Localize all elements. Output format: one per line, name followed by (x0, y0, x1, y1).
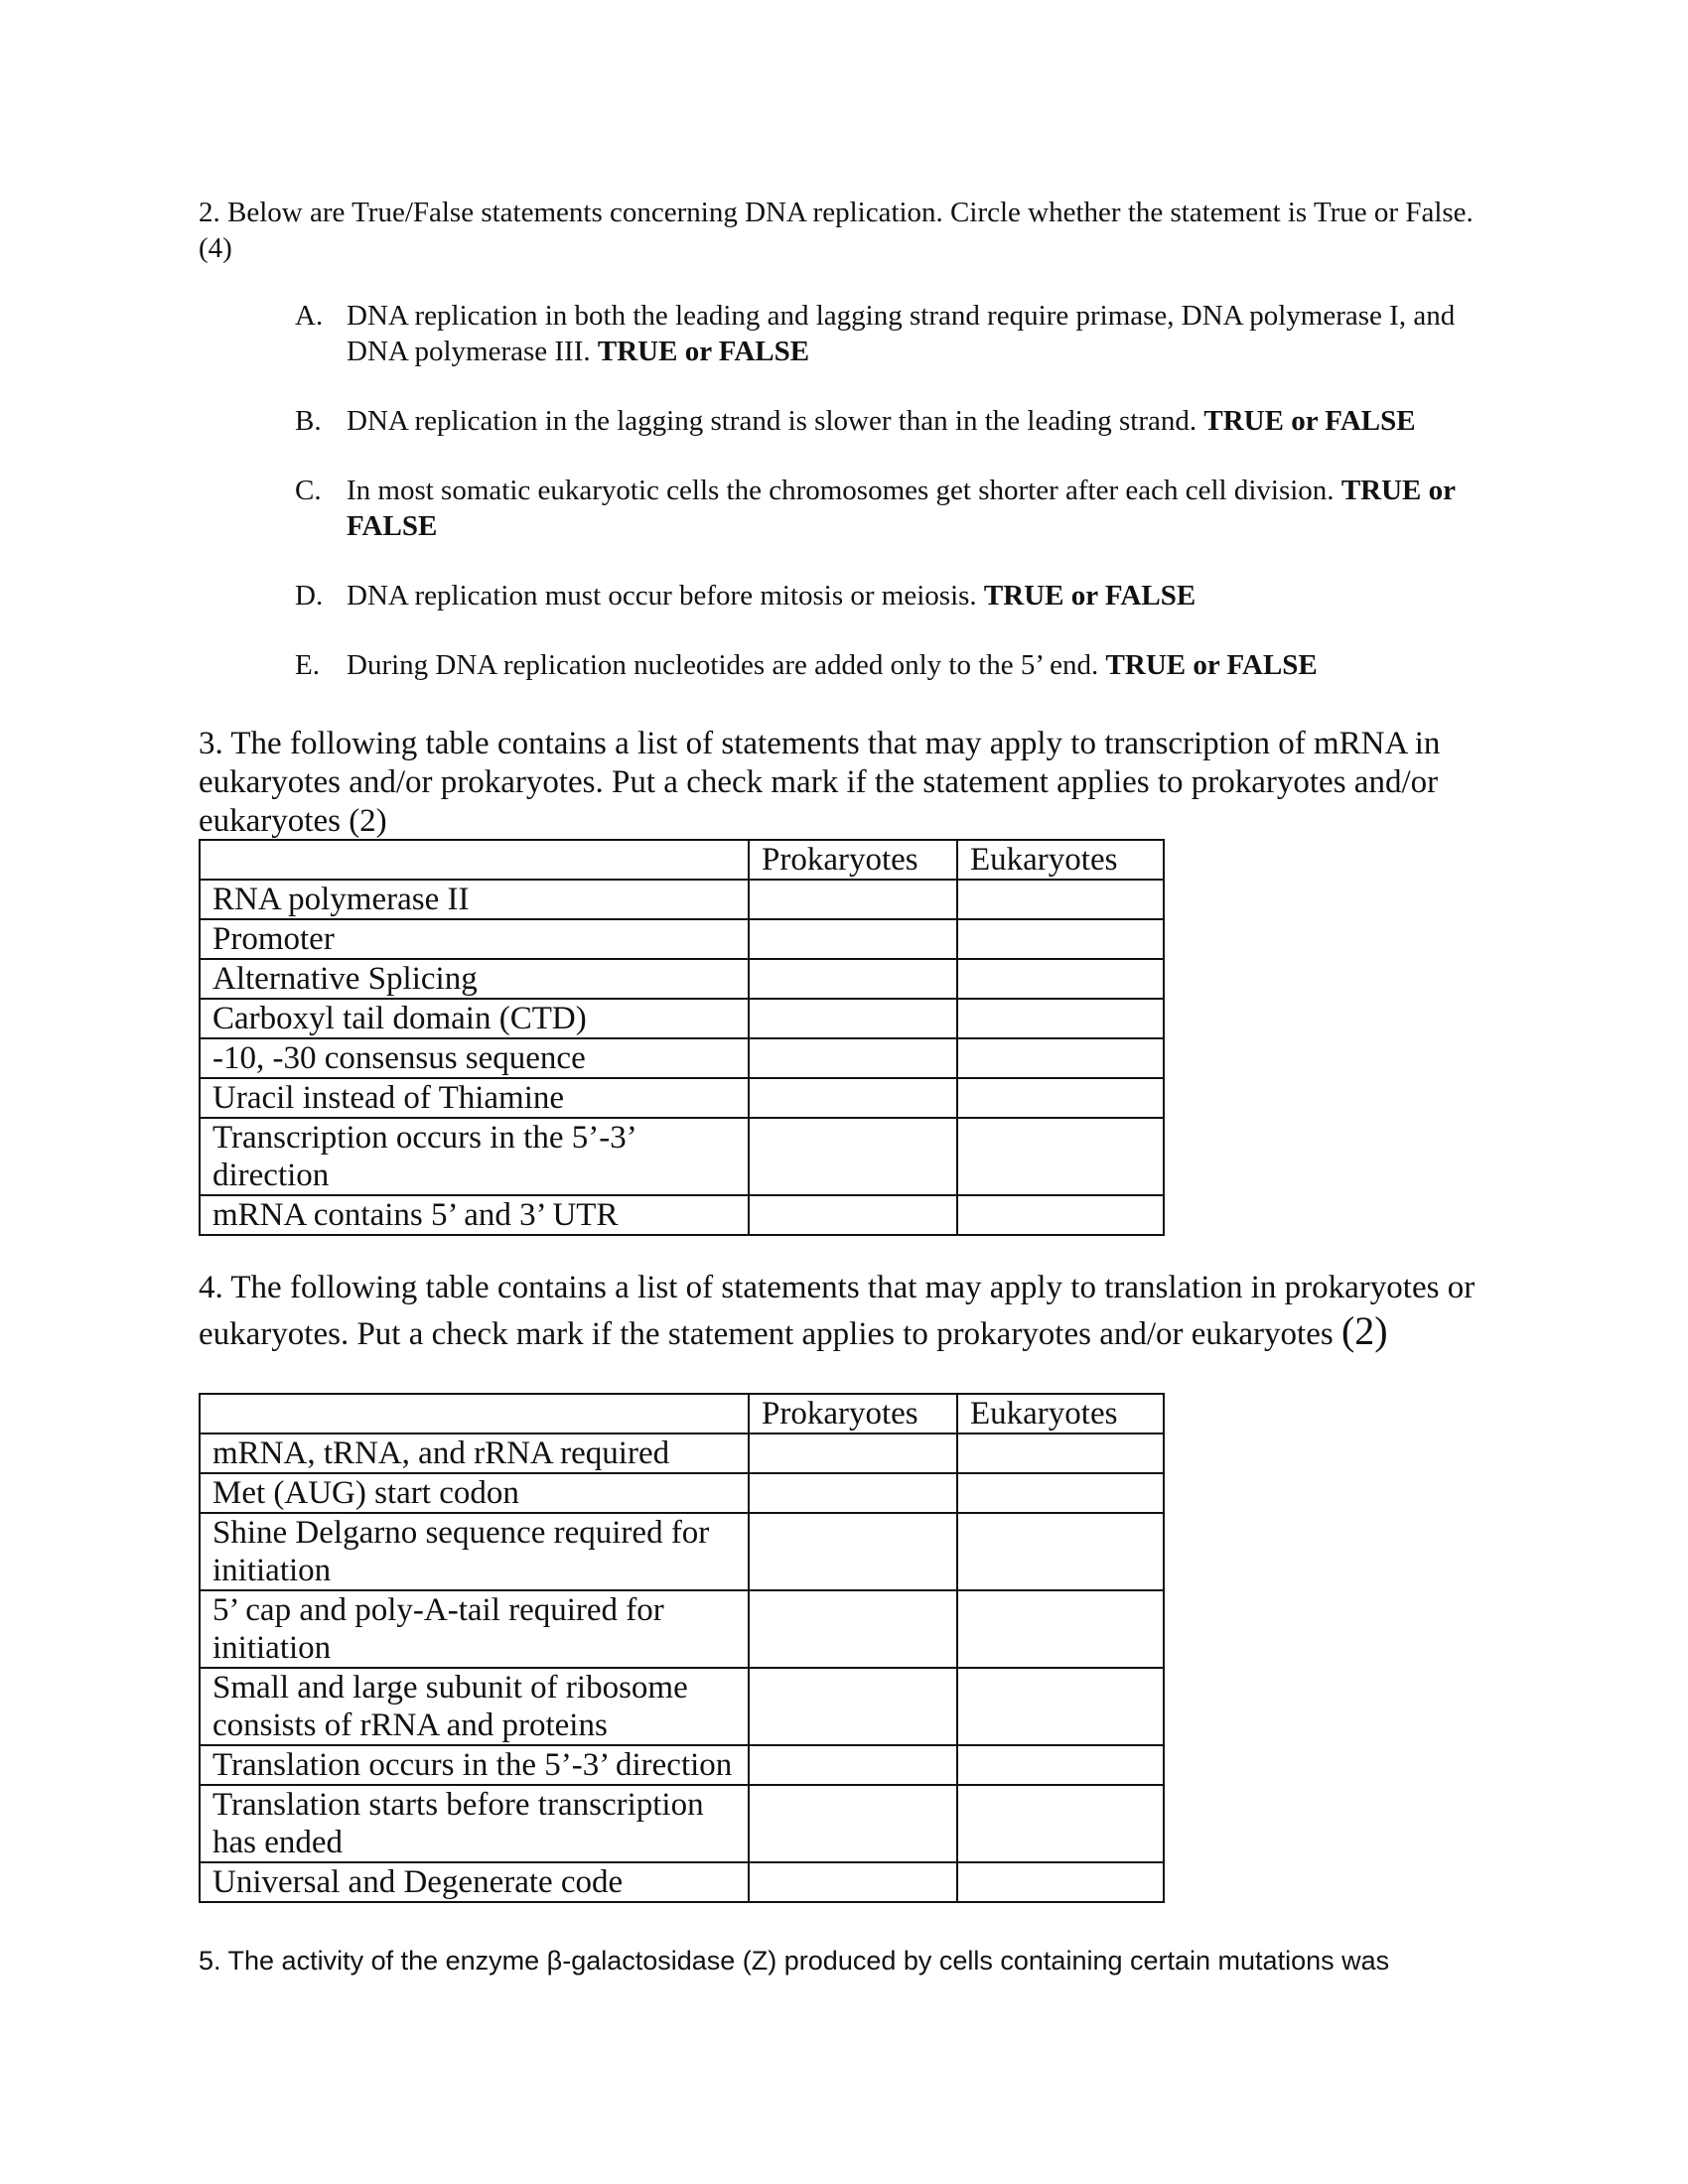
question-2-statement-list (295, 298, 1496, 717)
statement-cell: Promoter (200, 919, 749, 959)
statement-text: DNA replication in both the leading and lagging strand require primase, DNA polymerase I, and DNA polymerase III. (347, 300, 1456, 367)
table-row (200, 1038, 1164, 1078)
header-cell-eukaryotes: Eukaryotes (957, 1394, 1164, 1433)
statement-cell: Translation occurs in the 5’-3’ direction (200, 1745, 749, 1785)
table-row (200, 919, 1164, 959)
table-row (200, 1745, 1164, 1785)
table-row (200, 1785, 1164, 1862)
prokaryotes-check-cell[interactable] (749, 1038, 957, 1078)
table-header-row (200, 840, 1164, 880)
prokaryotes-check-cell[interactable] (749, 1078, 957, 1118)
eukaryotes-check-cell[interactable] (957, 1745, 1164, 1785)
statement-letter: A. (295, 300, 324, 332)
prokaryotes-check-cell[interactable] (749, 1118, 957, 1195)
eukaryotes-check-cell[interactable] (957, 1785, 1164, 1862)
eukaryotes-check-cell[interactable] (957, 919, 1164, 959)
eukaryotes-check-cell[interactable] (957, 1473, 1164, 1513)
statement-text: DNA replication in the lagging strand is slower than in the leading strand. (347, 405, 1204, 437)
statement-text: DNA replication must occur before mitosis or meiosis. (347, 580, 984, 612)
header-cell-blank (200, 1394, 749, 1433)
prokaryotes-check-cell[interactable] (749, 959, 957, 999)
statement-cell: Carboxyl tail domain (CTD) (200, 999, 749, 1038)
prokaryotes-check-cell[interactable] (749, 1433, 957, 1473)
header-cell-prokaryotes: Prokaryotes (749, 1394, 957, 1433)
eukaryotes-check-cell[interactable] (957, 1590, 1164, 1668)
table-row (200, 1433, 1164, 1473)
table-row (200, 1195, 1164, 1235)
prokaryotes-check-cell[interactable] (749, 1668, 957, 1745)
table-row (200, 1473, 1164, 1513)
header-cell-blank (200, 840, 749, 880)
prokaryotes-check-cell[interactable] (749, 1590, 957, 1668)
question-3-intro: 3. The following table contains a list of statements that may apply to transcription of mRNA in eukaryotes and/or prokaryotes. Put a check mark if the statement applies to prokaryotes and/or eukaryotes (2) (199, 726, 1441, 839)
statement-cell: mRNA contains 5’ and 3’ UTR (200, 1195, 749, 1235)
prokaryotes-check-cell[interactable] (749, 999, 957, 1038)
prokaryotes-check-cell[interactable] (749, 1785, 957, 1862)
statement-cell: Transcription occurs in the 5’-3’ direction (200, 1118, 749, 1195)
translation-table (199, 1393, 1165, 1903)
eukaryotes-check-cell[interactable] (957, 959, 1164, 999)
prokaryotes-check-cell[interactable] (749, 1513, 957, 1590)
prokaryotes-check-cell[interactable] (749, 880, 957, 919)
eukaryotes-check-cell[interactable] (957, 1078, 1164, 1118)
prokaryotes-check-cell[interactable] (749, 1473, 957, 1513)
prokaryotes-check-cell[interactable] (749, 1745, 957, 1785)
statement-text: In most somatic eukaryotic cells the chromosomes get shorter after each cell division. (347, 475, 1341, 506)
statement-letter: C. (295, 475, 322, 506)
statement-letter: D. (295, 580, 324, 612)
eukaryotes-check-cell[interactable] (957, 1862, 1164, 1902)
true-or-false-choice[interactable]: TRUE or FALSE (347, 475, 1456, 542)
statement-a (295, 298, 1496, 369)
question-5-intro: 5. The activity of the enzyme β-galactosidase (Z) produced by cells containing certain mutations was (199, 1946, 1390, 1976)
statement-cell: 5’ cap and poly-A-tail required for initiation (200, 1590, 749, 1668)
statement-e (295, 647, 1496, 683)
prokaryotes-check-cell[interactable] (749, 1862, 957, 1902)
table-row (200, 999, 1164, 1038)
transcription-table (199, 839, 1165, 1236)
statement-cell: Translation starts before transcription has ended (200, 1785, 749, 1862)
statement-cell: mRNA, tRNA, and rRNA required (200, 1433, 749, 1473)
statement-cell: RNA polymerase II (200, 880, 749, 919)
statement-cell: Shine Delgarno sequence required for initiation (200, 1513, 749, 1590)
statement-letter: E. (295, 649, 320, 681)
statement-c (295, 473, 1496, 544)
eukaryotes-check-cell[interactable] (957, 1118, 1164, 1195)
eukaryotes-check-cell[interactable] (957, 999, 1164, 1038)
statement-cell: Universal and Degenerate code (200, 1862, 749, 1902)
true-or-false-choice[interactable]: TRUE or FALSE (983, 580, 1196, 612)
statement-text: During DNA replication nucleotides are added only to the 5’ end. (347, 649, 1106, 681)
statement-cell: Met (AUG) start codon (200, 1473, 749, 1513)
question-4-intro (199, 1267, 1509, 1356)
eukaryotes-check-cell[interactable] (957, 880, 1164, 919)
question-4-points: (2) (1340, 1308, 1388, 1353)
true-or-false-choice[interactable]: TRUE or FALSE (597, 336, 810, 367)
table-row (200, 1513, 1164, 1590)
table-row (200, 1668, 1164, 1745)
true-or-false-choice[interactable]: TRUE or FALSE (1203, 405, 1416, 437)
table-row (200, 1862, 1164, 1902)
eukaryotes-check-cell[interactable] (957, 1513, 1164, 1590)
table-header-row (200, 1394, 1164, 1433)
table-row (200, 1590, 1164, 1668)
eukaryotes-check-cell[interactable] (957, 1433, 1164, 1473)
table-row (200, 1118, 1164, 1195)
statement-letter: B. (295, 405, 322, 437)
header-cell-prokaryotes: Prokaryotes (749, 840, 957, 880)
table-row (200, 959, 1164, 999)
statement-cell: -10, -30 consensus sequence (200, 1038, 749, 1078)
eukaryotes-check-cell[interactable] (957, 1038, 1164, 1078)
eukaryotes-check-cell[interactable] (957, 1195, 1164, 1235)
statement-d (295, 578, 1496, 614)
table-row (200, 1078, 1164, 1118)
statement-cell: Alternative Splicing (200, 959, 749, 999)
prokaryotes-check-cell[interactable] (749, 1195, 957, 1235)
table-row (200, 880, 1164, 919)
eukaryotes-check-cell[interactable] (957, 1668, 1164, 1745)
prokaryotes-check-cell[interactable] (749, 919, 957, 959)
statement-cell: Small and large subunit of ribosome consists of rRNA and proteins (200, 1668, 749, 1745)
true-or-false-choice[interactable]: TRUE or FALSE (1105, 649, 1318, 681)
statement-cell: Uracil instead of Thiamine (200, 1078, 749, 1118)
question-4-text: 4. The following table contains a list of statements that may apply to translation in prokaryotes or eukaryotes. Put a check mark if the statement applies to prokaryotes and/or eukaryotes (199, 1270, 1476, 1352)
question-2-intro: 2. Below are True/False statements concerning DNA replication. Circle whether the statement is True or False.(4) (199, 197, 1474, 264)
header-cell-eukaryotes: Eukaryotes (957, 840, 1164, 880)
statement-b (295, 403, 1496, 439)
